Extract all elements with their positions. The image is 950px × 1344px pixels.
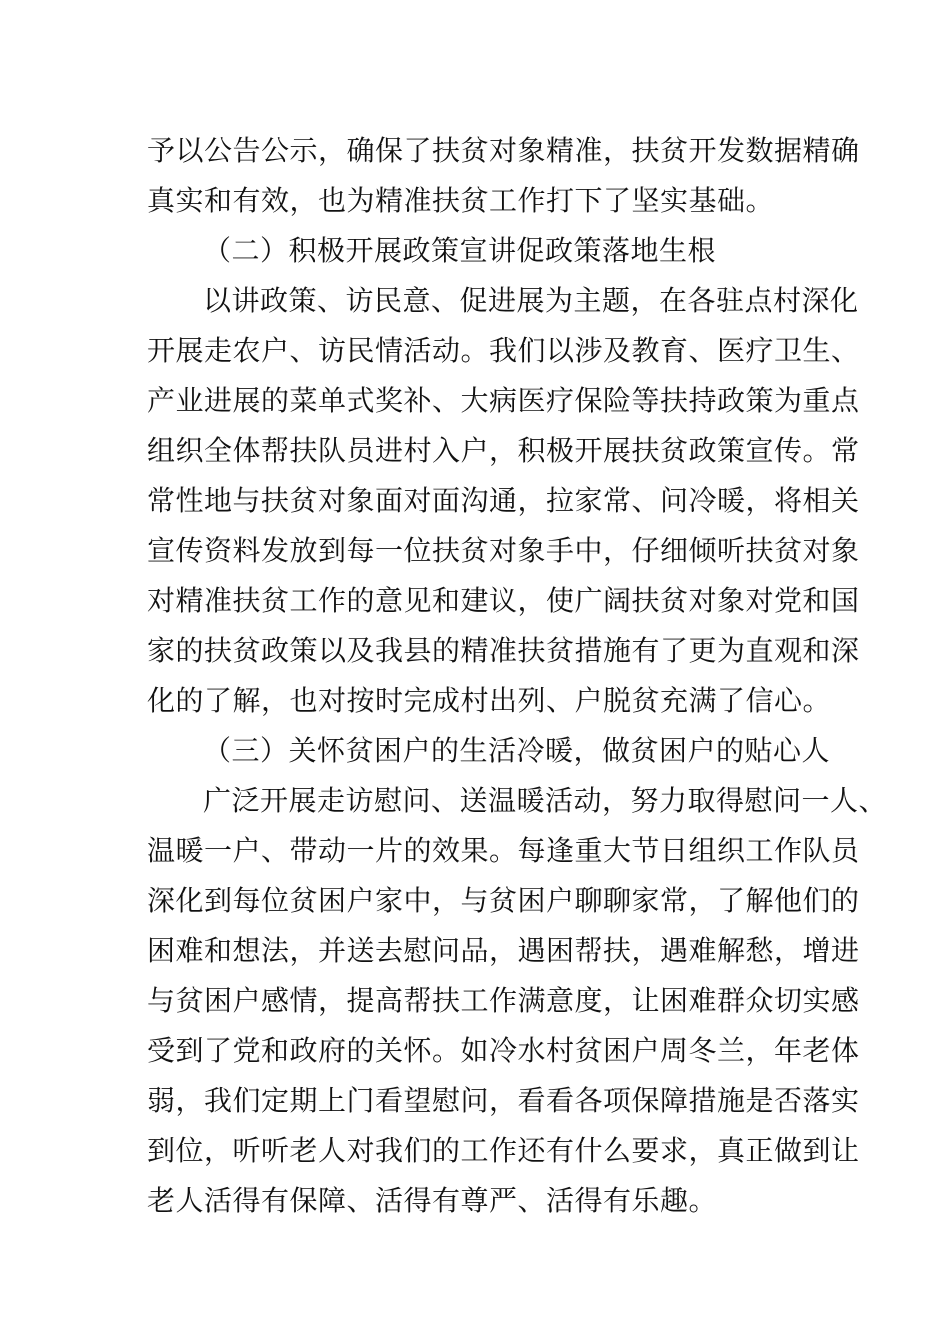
paragraph-line: 化的了解，也对按时完成村出列、户脱贫充满了信心。 [147,684,832,717]
paragraph-line: 与贫困户感情，提高帮扶工作满意度，让困难群众切实感 [147,984,860,1017]
paragraph-line: 温暖一户、带动一片的效果。每逢重大节日组织工作队员 [147,834,860,867]
paragraph-line: 产业进展的菜单式奖补、大病医疗保险等扶持政策为重点 [147,384,860,417]
paragraph-line: 予以公告公示，确保了扶贫对象精准，扶贫开发数据精确 [147,134,860,167]
paragraph-line: 广泛开展走访慰问、送温暖活动，努力取得慰问一人、 [203,784,888,817]
section-heading: （三）关怀贫困户的生活冷暖，做贫困户的贴心人 [203,734,831,767]
paragraph-line: 真实和有效，也为精准扶贫工作打下了坚实基础。 [147,184,775,217]
paragraph-line: 到位，听听老人对我们的工作还有什么要求，真正做到让 [147,1134,860,1167]
paragraph-line: 以讲政策、访民意、促进展为主题，在各驻点村深化 [203,284,859,317]
section-heading: （二）积极开展政策宣讲促政策落地生根 [203,234,717,267]
paragraph-line: 组织全体帮扶队员进村入户，积极开展扶贫政策宣传。常 [147,434,860,467]
paragraph-line: 困难和想法，并送去慰问品，遇困帮扶，遇难解愁，增进 [147,934,860,967]
paragraph-line: 开展走农户、访民情活动。我们以涉及教育、医疗卫生、 [147,334,860,367]
paragraph-line: 受到了党和政府的关怀。如冷水村贫困户周冬兰，年老体 [147,1034,860,1067]
paragraph-line: 宣传资料发放到每一位扶贫对象手中，仔细倾听扶贫对象 [147,534,860,567]
paragraph-line: 老人活得有保障、活得有尊严、活得有乐趣。 [147,1184,718,1217]
paragraph-line: 常性地与扶贫对象面对面沟通，拉家常、问冷暖，将相关 [147,484,860,517]
paragraph-line: 家的扶贫政策以及我县的精准扶贫措施有了更为直观和深 [147,634,860,667]
paragraph-line: 弱，我们定期上门看望慰问，看看各项保障措施是否落实 [147,1084,860,1117]
paragraph-line: 深化到每位贫困户家中，与贫困户聊聊家常，了解他们的 [147,884,860,917]
paragraph-line: 对精准扶贫工作的意见和建议，使广阔扶贫对象对党和国 [147,584,860,617]
